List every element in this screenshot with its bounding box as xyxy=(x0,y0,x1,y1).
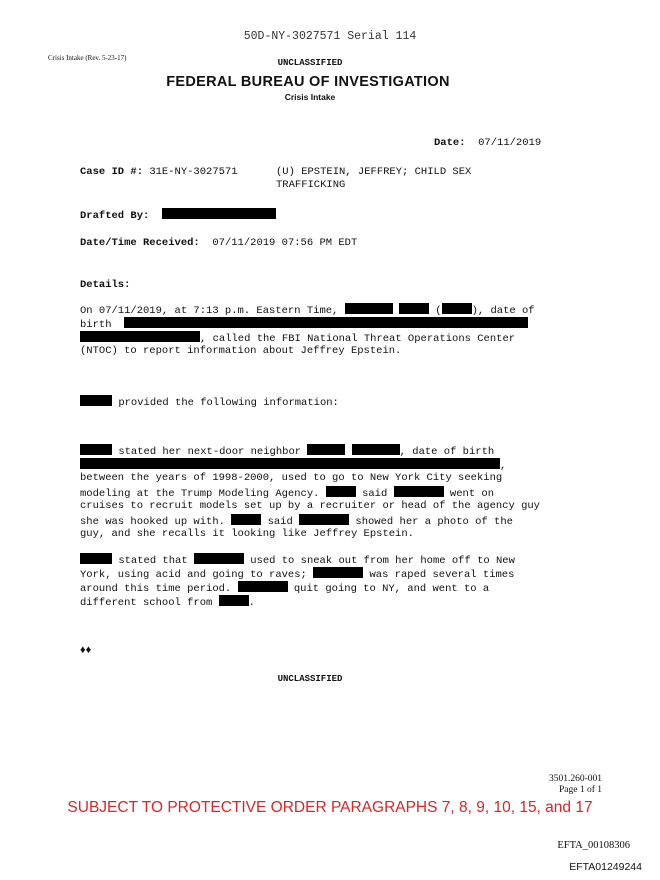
redaction xyxy=(219,595,249,606)
p4-line-1 xyxy=(80,553,515,567)
p2-line-1 xyxy=(80,395,339,409)
p3-line-7: guy, and she recalls it looking like Jeffrey Epstein. xyxy=(80,528,414,540)
p3-line-4 xyxy=(80,486,494,500)
document-number: 3501.260-001 xyxy=(548,774,602,784)
text: showed her a photo of the xyxy=(355,516,513,528)
classification-top: UNCLASSIFIED xyxy=(277,58,343,68)
text: provided the following information: xyxy=(118,397,339,409)
redaction xyxy=(442,303,472,314)
p4-line-3 xyxy=(80,581,489,595)
redaction xyxy=(299,514,349,525)
received-label: Date/Time Received: xyxy=(80,237,200,249)
case-id-label: Case ID #: xyxy=(80,166,144,178)
document-serial: 50D-NY-3027571 Serial 114 xyxy=(243,30,417,43)
p1-line-4: (NTOC) to report information about Jeffrey Epstein. xyxy=(80,345,402,357)
text: was raped several times xyxy=(369,569,515,581)
text: modeling at the Trump Modeling Agency. xyxy=(80,488,320,500)
protective-order-stamp: SUBJECT TO PROTECTIVE ORDER PARAGRAPHS 7, 8, 9, 10, 15, and 17 xyxy=(67,799,593,816)
redaction xyxy=(326,486,356,497)
text: stated her next-door neighbor xyxy=(118,446,302,458)
p4-line-4 xyxy=(80,595,255,609)
p1-line-1 xyxy=(80,303,535,317)
text: around this time period. xyxy=(80,583,232,595)
page-number: Page 1 of 1 xyxy=(558,785,602,795)
text: used to sneak out from her home off to New xyxy=(250,555,515,567)
text: she was hooked up with. xyxy=(80,516,225,528)
p1-line-2 xyxy=(80,317,528,331)
received-row xyxy=(80,237,357,249)
text: On 07/11/2019, at 7:13 p.m. Eastern Time, xyxy=(80,305,339,317)
text: quit going to NY, and went to a xyxy=(293,583,490,595)
bates-number-2: EFTA01249244 xyxy=(569,861,642,873)
p3-line-1 xyxy=(80,444,494,458)
text: York, using acid and going to raves; xyxy=(80,569,307,581)
redaction xyxy=(80,395,112,406)
redaction xyxy=(80,553,112,564)
drafted-by-row xyxy=(80,208,276,222)
redaction xyxy=(345,303,393,314)
text: said xyxy=(362,488,388,500)
p1-line-3 xyxy=(80,331,515,345)
text: , xyxy=(500,460,507,472)
case-title-line-2: TRAFFICKING xyxy=(276,179,346,191)
redaction xyxy=(80,331,200,342)
bates-number-1: EFTA_00108306 xyxy=(557,840,630,851)
text: went on xyxy=(449,488,495,500)
redaction xyxy=(238,581,288,592)
redaction xyxy=(231,514,261,525)
p3-line-6 xyxy=(80,514,513,528)
p4-line-2 xyxy=(80,567,514,581)
redaction xyxy=(352,444,400,455)
received-value: 07/11/2019 07:56 PM EDT xyxy=(212,237,358,249)
case-id-row xyxy=(80,166,238,178)
case-title-line-1: (U) EPSTEIN, JEFFREY; CHILD SEX xyxy=(276,166,472,178)
date-label: Date: xyxy=(434,137,466,149)
end-marker-diamonds: ♦♦ xyxy=(80,644,92,656)
form-revision: Crisis Intake (Rev. 5-23-17) xyxy=(48,54,127,62)
redaction xyxy=(124,317,528,328)
redaction xyxy=(80,458,500,469)
text: said xyxy=(267,516,293,528)
text: . xyxy=(248,597,255,609)
text: ( xyxy=(435,305,442,317)
text: birth xyxy=(80,319,112,331)
p3-line-5: cruises to recruit models set up by a recruiter or head of the agency guy xyxy=(80,500,540,512)
agency-title: FEDERAL BUREAU OF INVESTIGATION xyxy=(166,74,450,90)
text: stated that xyxy=(118,555,188,567)
p3-line-3: between the years of 1998-2000, used to go to New York City seeking xyxy=(80,472,503,484)
redaction xyxy=(162,208,276,219)
redaction xyxy=(399,303,429,314)
date-row xyxy=(434,137,541,149)
classification-bottom: UNCLASSIFIED xyxy=(277,674,343,684)
case-id-value: 31E-NY-3027571 xyxy=(149,166,238,178)
redaction xyxy=(313,567,363,578)
text: ), date of xyxy=(471,305,535,317)
p3-line-2 xyxy=(80,458,506,472)
redaction xyxy=(394,486,444,497)
redaction xyxy=(307,444,345,455)
text: , called the FBI National Threat Operations Center xyxy=(200,333,516,345)
redaction xyxy=(80,444,112,455)
text: , date of birth xyxy=(399,446,495,458)
text: different school from xyxy=(80,597,213,609)
form-name: Crisis Intake xyxy=(284,92,336,102)
drafted-by-label: Drafted By: xyxy=(80,210,150,222)
details-label: Details: xyxy=(80,279,131,291)
date-value: 07/11/2019 xyxy=(478,137,542,149)
redaction xyxy=(194,553,244,564)
